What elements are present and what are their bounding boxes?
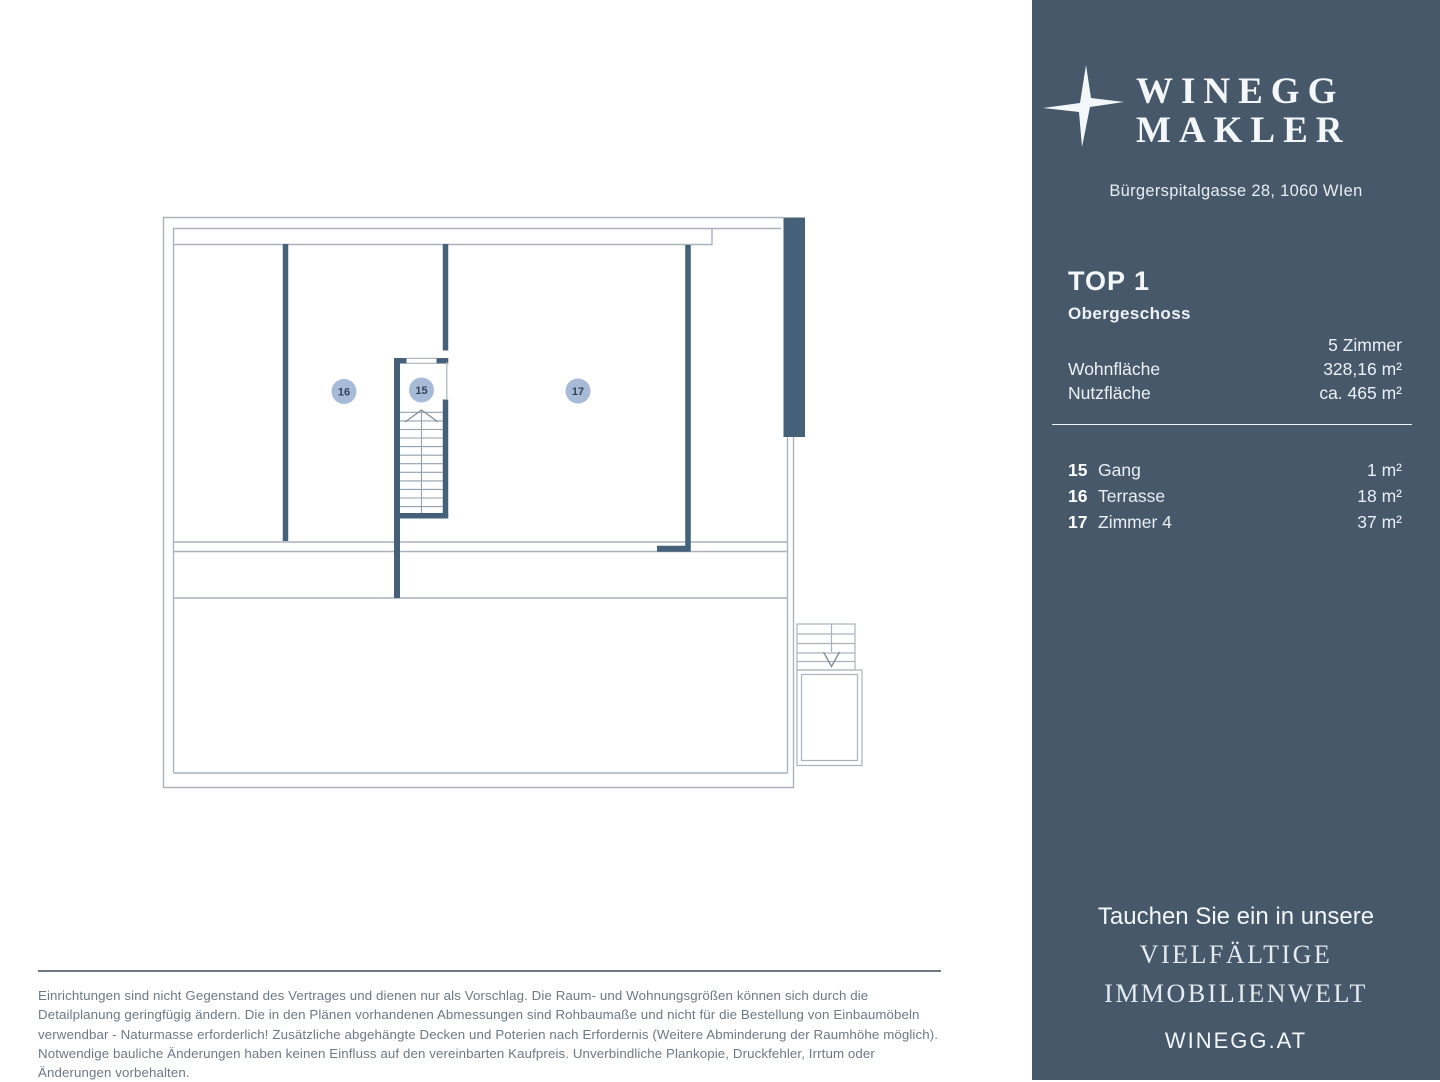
exterior-stair (797, 624, 862, 766)
room-area: 37 m² (1357, 512, 1402, 532)
room-badge-17-label: 17 (571, 386, 585, 398)
footer-divider (38, 970, 941, 972)
rooms-value: 5 Zimmer (1328, 335, 1402, 355)
brand-line1: WINEGG (1136, 71, 1345, 112)
room-area: 18 m² (1357, 486, 1402, 506)
room-badge-15 (409, 378, 434, 403)
brand-name (1136, 72, 1436, 150)
room-nr: 17 (1068, 512, 1088, 532)
room-badge-16 (332, 379, 357, 404)
wohnflaeche-label: Wohnfläche (1068, 359, 1161, 379)
unit-block (1068, 266, 1191, 324)
sidebar-divider (1052, 424, 1412, 425)
sidebar-footer (1032, 903, 1440, 1054)
room-name: Gang (1098, 460, 1141, 480)
nutzflaeche-value: ca. 465 m² (1319, 383, 1402, 403)
info-sidebar (1032, 0, 1440, 1080)
disclaimer-text: Einrichtungen sind nicht Gegenstand des Vertrages und dienen nur als Vorschlag. Die Raum- und Wohnungsgrößen können sich durch die Detailplanung geringfügig ändern. Die in den Plänen vorhandenen Abmessungen sind Rohbaumaße und nicht für die Bestellung von Einbaumöbeln verwendbar - Naturmasse erforderlich! Zusätzliche abgehängte Decken und Poterien nach Erfordernis (Weitere Abminderung der Raumhöhe möglich). Notwendige bauliche Änderungen haben keinen Einfluss auf den vereinbarten Kaufpreis. Unverbindliche Plankopie, Druckfehler, Irrtum oder Änderungen vorbehalten. (38, 988, 939, 1081)
brand-line2: MAKLER (1136, 110, 1351, 151)
website-link[interactable]: WINEGG.AT (1164, 1028, 1308, 1053)
room-name: Zimmer 4 (1098, 512, 1172, 532)
wall-slab (784, 218, 806, 438)
room-nr: 15 (1068, 460, 1088, 480)
footer-tagline: Tauchen Sie ein in unsere (1097, 903, 1375, 930)
unit-floor: Obergeschoss (1068, 304, 1191, 323)
room-row-15 (1068, 457, 1402, 483)
room-row-17 (1068, 509, 1402, 535)
building-outline (164, 218, 794, 788)
room-area: 1 m² (1367, 460, 1402, 480)
room-nr: 16 (1068, 486, 1088, 506)
stats-row-nutzflaeche (1068, 381, 1402, 405)
room-badge-15-label: 15 (415, 385, 428, 397)
unit-stats (1068, 333, 1402, 405)
interior-walls (286, 244, 691, 598)
wohnflaeche-value: 328,16 m² (1323, 359, 1402, 379)
footer-serif-line2: IMMOBILIENWELT (1104, 979, 1368, 1008)
room-name: Terrasse (1098, 486, 1166, 506)
room-badge-17 (566, 379, 591, 404)
room-badges (332, 378, 591, 405)
room-badge-16-label: 16 (337, 386, 351, 399)
room-row-16 (1068, 483, 1402, 509)
stats-row-rooms (1068, 333, 1402, 357)
stair-down-arrow-icon (824, 652, 840, 667)
stats-row-wohnflaeche (1068, 357, 1402, 381)
winegg-star-icon (1042, 64, 1126, 148)
nutzflaeche-label: Nutzfläche (1068, 383, 1151, 403)
stair-treads (400, 412, 443, 514)
footer-serif-line1: VIELFÄLTIGE (1139, 940, 1333, 969)
unit-title: TOP 1 (1068, 266, 1151, 296)
room-list (1068, 457, 1402, 535)
property-address: Bürgerspitalgasse 28, 1060 WIen (1109, 182, 1363, 200)
